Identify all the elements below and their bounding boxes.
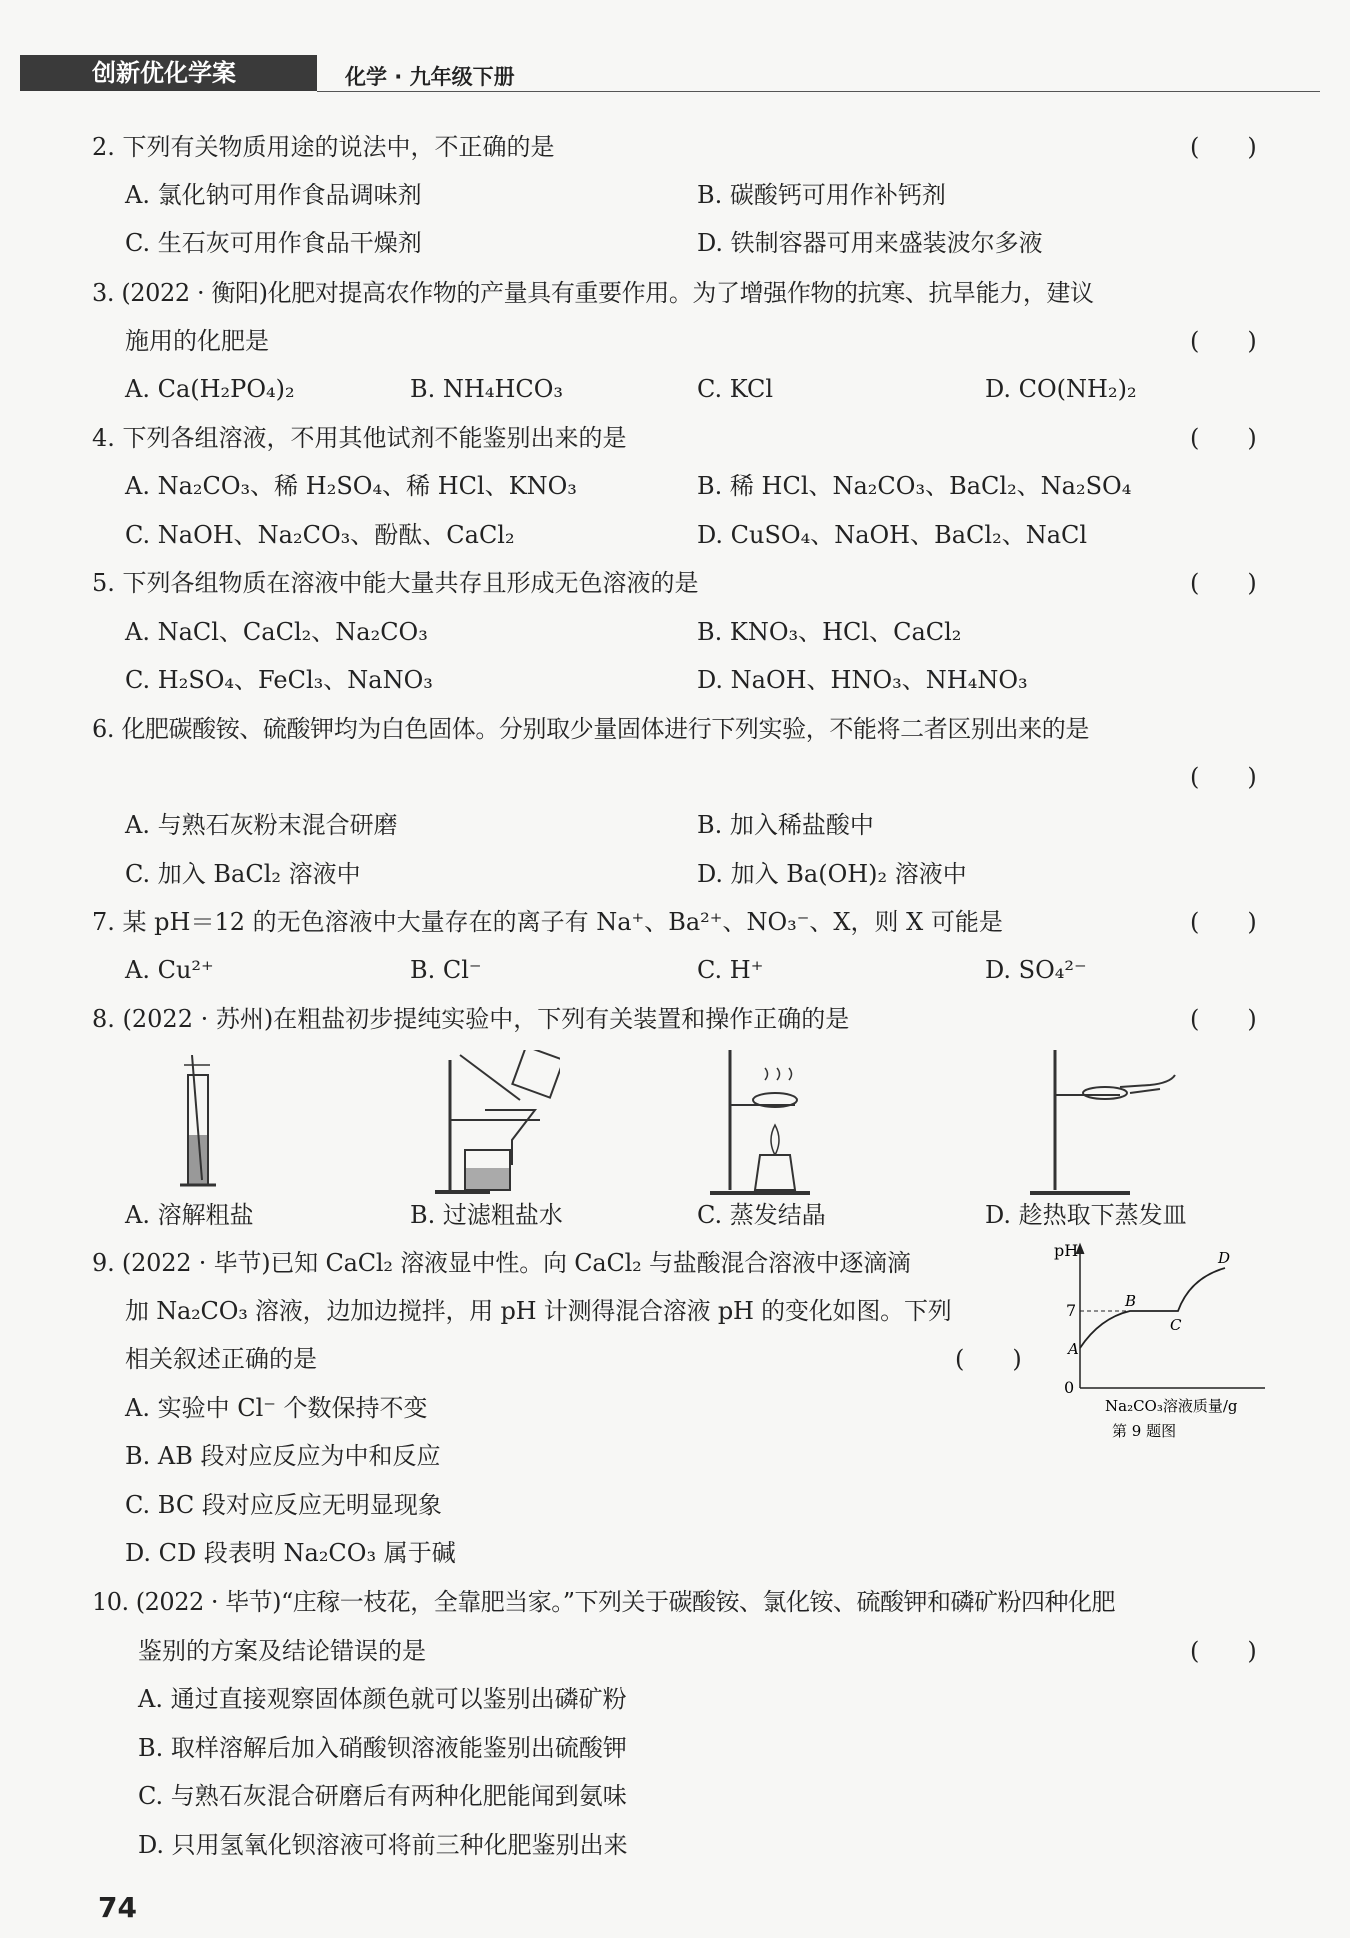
q4-option-c: C. NaOH、Na₂CO₃、酚酞、CaCl₂ — [125, 521, 515, 549]
q2-option-d: D. 铁制容器可用来盛装波尔多液 — [697, 229, 1043, 257]
apparatus-a-graduated-cylinder — [170, 1055, 230, 1195]
q5-option-c: C. H₂SO₄、FeCl₃、NaNO₃ — [125, 666, 433, 694]
q5-option-d: D. NaOH、HNO₃、NH₄NO₃ — [697, 666, 1028, 694]
q5-stem: 5. 下列各组物质在溶液中能大量共存且形成无色溶液的是 — [92, 569, 699, 597]
q2-option-c: C. 生石灰可用作食品干燥剂 — [125, 229, 422, 257]
q6-stem: 6. 化肥碳酸铵、硫酸钾均为白色固体。分别取少量固体进行下列实验，不能将二者区别出来的是 — [92, 715, 1089, 743]
q3-answer-bracket: ( ) — [1190, 327, 1257, 355]
q6-answer-bracket: ( ) — [1190, 763, 1257, 791]
q9-option-a: A. 实验中 Cl⁻ 个数保持不变 — [125, 1394, 428, 1422]
q6-option-a: A. 与熟石灰粉末混合研磨 — [125, 811, 398, 839]
q5-option-b: B. KNO₃、HCl、CaCl₂ — [697, 618, 962, 646]
q7-answer-bracket: ( ) — [1190, 908, 1257, 936]
q2-option-b: B. 碳酸钙可用作补钙剂 — [697, 181, 946, 209]
q3-stem-line2: 施用的化肥是 — [125, 327, 269, 355]
q2-answer-bracket: ( ) — [1190, 133, 1257, 161]
q4-option-a: A. Na₂CO₃、稀 H₂SO₄、稀 HCl、KNO₃ — [125, 472, 577, 500]
q4-option-d: D. CuSO₄、NaOH、BaCl₂、NaCl — [697, 521, 1088, 549]
q9-answer-bracket: ( ) — [955, 1345, 1022, 1373]
q3-option-a: A. Ca(H₂PO₄)₂ — [125, 375, 295, 403]
q10-answer-bracket: ( ) — [1190, 1637, 1257, 1665]
q9-ph-graph — [1050, 1238, 1280, 1448]
q5-answer-bracket: ( ) — [1190, 569, 1257, 597]
q5-option-a: A. NaCl、CaCl₂、Na₂CO₃ — [125, 618, 428, 646]
point-b-label: B — [1125, 1292, 1137, 1310]
q10-option-c: C. 与熟石灰混合研磨后有两种化肥能闻到氨味 — [138, 1782, 627, 1810]
q6-option-c: C. 加入 BaCl₂ 溶液中 — [125, 860, 361, 888]
q9-stem-line2: 加 Na₂CO₃ 溶液，边加边搅拌，用 pH 计测得混合溶液 pH 的变化如图。下列 — [125, 1297, 952, 1325]
tick-7-label: 7 — [1066, 1301, 1077, 1320]
q9-option-d: D. CD 段表明 Na₂CO₃ 属于碱 — [125, 1539, 456, 1567]
q2-option-a: A. 氯化钠可用作食品调味剂 — [125, 181, 422, 209]
q10-option-b: B. 取样溶解后加入硝酸钡溶液能鉴别出硫酸钾 — [138, 1734, 627, 1762]
apparatus-c-evaporation — [705, 1045, 815, 1200]
q7-stem: 7. 某 pH＝12 的无色溶液中大量存在的离子有 Na⁺、Ba²⁺、NO₃⁻、X，则 X 可能是 — [92, 908, 1003, 936]
q3-option-d: D. CO(NH₂)₂ — [985, 375, 1137, 403]
q6-option-b: B. 加入稀盐酸中 — [697, 811, 874, 839]
q8-answer-bracket: ( ) — [1190, 1005, 1257, 1033]
q9-stem-line3: 相关叙述正确的是 — [125, 1345, 317, 1373]
q7-option-b: B. Cl⁻ — [410, 956, 482, 984]
q4-stem: 4. 下列各组溶液，不用其他试剂不能鉴别出来的是 — [92, 424, 627, 452]
q6-option-d: D. 加入 Ba(OH)₂ 溶液中 — [697, 860, 967, 888]
x-axis-label: Na₂CO₃溶液质量/g — [1105, 1397, 1238, 1415]
point-d-label: D — [1218, 1249, 1231, 1267]
q9-option-c: C. BC 段对应反应无明显现象 — [125, 1491, 442, 1519]
q8-option-b: B. 过滤粗盐水 — [410, 1201, 563, 1229]
q9-stem-line1: 9. (2022 · 毕节)已知 CaCl₂ 溶液显中性。向 CaCl₂ 与盐酸混合溶液中逐滴滴 — [92, 1249, 911, 1277]
q10-option-d: D. 只用氢氧化钡溶液可将前三种化肥鉴别出来 — [138, 1831, 628, 1859]
q7-option-d: D. SO₄²⁻ — [985, 956, 1087, 984]
apparatus-d-removing-dish — [1020, 1045, 1180, 1200]
figure-caption: 第 9 题图 — [1112, 1422, 1177, 1440]
q3-stem-line1: 3. (2022 · 衡阳)化肥对提高农作物的产量具有重要作用。为了增强作物的抗寒、抗旱能力，建议 — [92, 279, 1094, 307]
subject-label: 化学 · 九年级下册 — [345, 65, 515, 89]
q9-option-b: B. AB 段对应反应为中和反应 — [125, 1442, 441, 1470]
point-c-label: C — [1170, 1316, 1182, 1334]
q4-option-b: B. 稀 HCl、Na₂CO₃、BaCl₂、Na₂SO₄ — [697, 472, 1132, 500]
q10-stem-line2: 鉴别的方案及结论错误的是 — [138, 1637, 426, 1665]
q2-stem: 2. 下列有关物质用途的说法中，不正确的是 — [92, 133, 555, 161]
q8-option-d: D. 趁热取下蒸发皿 — [985, 1201, 1187, 1229]
q10-option-a: A. 通过直接观察固体颜色就可以鉴别出磷矿粉 — [138, 1685, 627, 1713]
q8-stem: 8. (2022 · 苏州)在粗盐初步提纯实验中，下列有关装置和操作正确的是 — [92, 1005, 850, 1033]
q7-option-a: A. Cu²⁺ — [125, 956, 214, 984]
page-header — [20, 55, 1320, 97]
page-number: 74 — [98, 1891, 137, 1924]
q4-answer-bracket: ( ) — [1190, 424, 1257, 452]
q3-option-c: C. KCl — [697, 375, 774, 403]
point-a-label: A — [1068, 1340, 1079, 1358]
brand-banner: 创新优化学案 — [20, 55, 317, 91]
apparatus-b-filtration — [430, 1050, 560, 1200]
q3-option-b: B. NH₄HCO₃ — [410, 375, 564, 403]
header-rule — [317, 91, 1320, 92]
q10-stem-line1: 10. (2022 · 毕节)“庄稼一枝花，全靠肥当家。”下列关于碳酸铵、氯化铵、硫酸钾和磷矿粉四种化肥 — [92, 1588, 1116, 1616]
q8-option-c: C. 蒸发结晶 — [697, 1201, 826, 1229]
q8-option-a: A. 溶解粗盐 — [125, 1201, 254, 1229]
origin-label: 0 — [1064, 1378, 1075, 1397]
q7-option-c: C. H⁺ — [697, 956, 764, 984]
y-axis-label: pH — [1054, 1241, 1079, 1260]
